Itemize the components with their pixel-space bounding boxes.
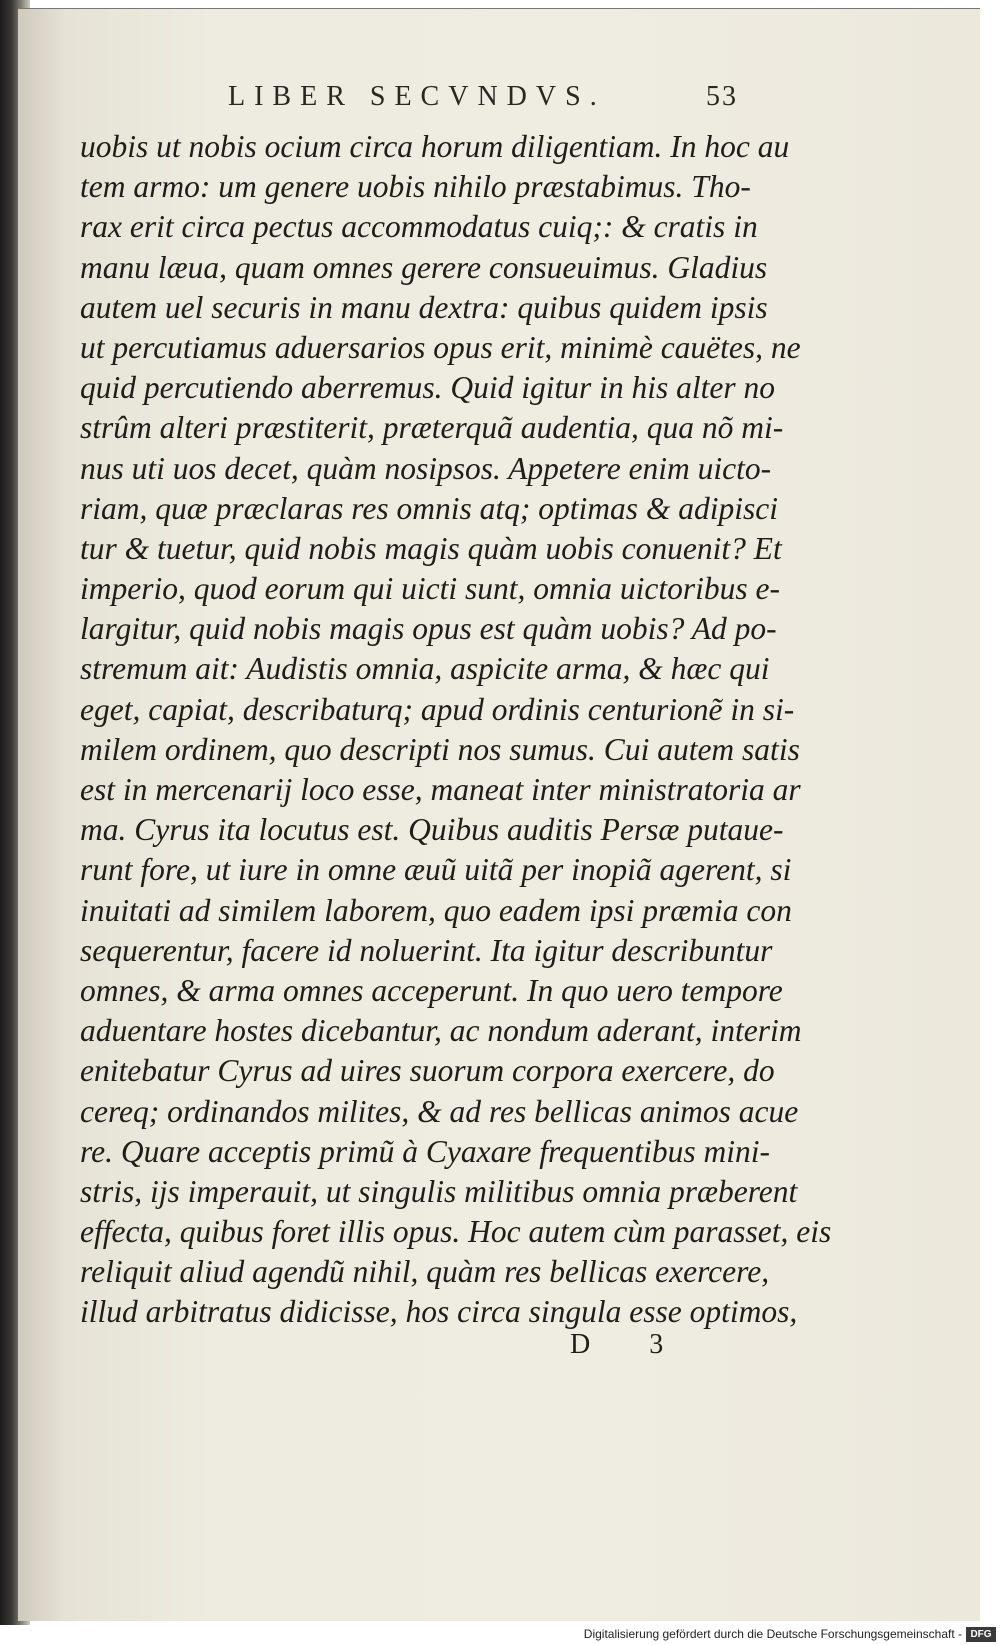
footer-credit: Digitalisierung gefördert durch die Deutsche Forschungsgemeinschaft - [583,1627,962,1641]
text-line: largitur, quid nobis magis opus est quàm uobis? Ad po- [80,611,777,647]
text-line: ma. Cyrus ita locutus est. Quibus auditis Persæ putaue- [80,812,784,848]
text-line: enitebatur Cyrus ad uires suorum corpora exercere, do [80,1053,775,1089]
text-line: stris, ijs imperauit, ut singulis militibus omnia præberent [80,1173,798,1209]
text-line: imperio, quod eorum qui uicti sunt, omnia uictoribus e- [80,571,780,607]
text-line: eget, capiat, describaturq; apud ordinis centurionẽ in si- [80,691,795,727]
text-line: riam, quæ præclaras res omnis atq; optimas & adipisci [80,490,778,526]
text-line: runt fore, ut iure in omne æuũ uitã per inopiã agerent, si [80,852,792,888]
text-line: ut percutiamus aduersarios opus erit, minimè cauëtes, ne [80,329,801,365]
scan-margin [980,0,1000,1625]
text-line: inuitati ad similem laborem, quo eadem ipsi præmia con [80,892,792,928]
text-line: tur & tuetur, quid nobis magis quàm uobis conuenit? Et [80,530,782,566]
text-line: effecta, quibus foret illis opus. Hoc autem cùm parasset, eis [80,1214,832,1250]
text-line: rax erit circa pectus accommodatus cuiq;: & cratis in [80,209,758,245]
text-line: quid percutiendo aberremus. Quid igitur in his alter no [80,370,775,406]
running-head [228,81,738,113]
text-line: sequerentur, facere id noluerint. Ita igitur describuntur [80,932,773,968]
text-line: uobis ut nobis ocium circa horum diligentiam. In hoc au [80,129,790,164]
text-line: manu læua, quam omnes gerere consueuimus. Gladius [80,249,768,285]
text-line: tem armo: um genere uobis nihilo præstabimus. Tho- [80,169,751,205]
text-line: autem uel securis in manu dextra: quibus quidem ipsis [80,289,768,325]
text-line: cereq; ordinandos milites, & ad res bellicas animos acue [80,1093,799,1129]
book-page [18,8,982,1621]
text-line: milem ordinem, quo descripti nos sumus. Cui autem satis [80,731,800,767]
text-block [80,127,832,1333]
text-line: re. Quare acceptis primũ à Cyaxare frequentibus mini- [80,1133,770,1169]
text-line: nus uti uos decet, quàm nosipsos. Appetere enim uicto- [80,450,772,486]
text-line: reliquit aliud agendũ nihil, quàm res bellicas exercere, [80,1254,770,1290]
text-line: aduentare hostes dicebantur, ac nondum aderant, interim [80,1013,802,1049]
footer-bar [0,1625,1000,1645]
dfg-logo: DFG [966,1627,996,1642]
text-line: stremum ait: Audistis omnia, aspicite arma, & hæc qui [80,651,770,687]
signature-mark: D 3 [570,1329,690,1360]
text-line: omnes, & arma omnes acceperunt. In quo uero tempore [80,972,783,1008]
text-line: illud arbitratus didicisse, hos circa singula esse optimos, [80,1294,798,1330]
page-number: 53 [706,81,738,112]
text-line: strûm alteri præstiterit, præterquã audentia, qua nõ mi- [80,410,784,446]
running-head-title: LIBER SECVNDVS. [228,81,606,112]
text-line: est in mercenarij loco esse, maneat inter ministratoria ar [80,772,801,807]
